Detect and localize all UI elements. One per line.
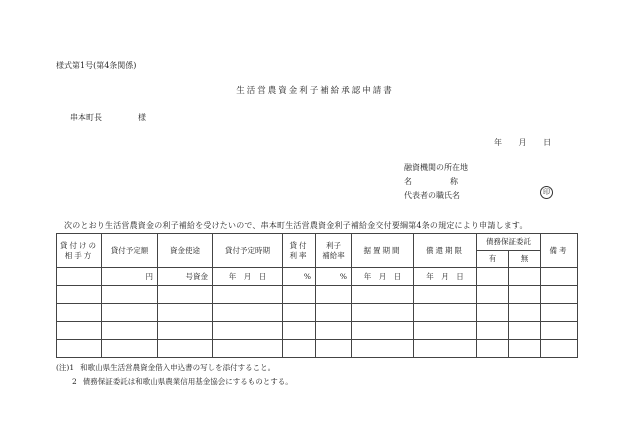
cell-grace-date: 年 月 日 <box>352 268 414 286</box>
cell-borrower <box>57 268 102 286</box>
note-1-text: 和歌山県生活営農資金借入申込書の写しを添付すること。 <box>80 363 276 372</box>
note-1 <box>56 362 275 373</box>
header-guarantee: 債務保証委託 <box>477 234 541 251</box>
addressee-name: 串本町長 <box>70 113 102 122</box>
table-row <box>57 340 578 358</box>
addressee <box>70 112 146 123</box>
cell-repay-date: 年 月 日 <box>414 268 477 286</box>
table-row <box>57 322 578 340</box>
header-loan-amount: 貸付予定額 <box>102 234 158 268</box>
applicant-representative-label: 代表者の職氏名 <box>404 191 460 200</box>
seal-mark: 印 <box>540 186 553 199</box>
cell-percent-1: % <box>283 268 316 286</box>
cell-yen-unit: 円 <box>102 268 158 286</box>
date-year: 年 <box>494 138 502 147</box>
header-purpose: 資金使途 <box>158 234 213 268</box>
honorific: 様 <box>138 113 146 122</box>
header-guarantee-yes: 有 <box>477 251 509 268</box>
cell-loan-date: 年 月 日 <box>213 268 283 286</box>
applicant-location-label: 融資機関の所在地 <box>404 163 468 172</box>
note-1-index: (注)1 <box>56 363 75 372</box>
document-title: 生活営農資金利子補給承認申請書 <box>236 86 394 96</box>
applicant-name-char1: 名 <box>404 177 412 186</box>
form-number: 様式第1号(第4条関係) <box>56 61 137 70</box>
header-loan-rate: 貸付 利率 <box>283 234 316 268</box>
date-day: 日 <box>543 138 552 147</box>
header-row <box>57 234 578 251</box>
note-2-text: 債務保証委託は和歌山県農業信用基金協会にするものとする。 <box>82 377 293 386</box>
table-row <box>57 286 578 304</box>
cell-remarks <box>541 268 578 286</box>
cell-percent-2: % <box>316 268 352 286</box>
header-repayment-deadline: 償還期限 <box>414 234 477 268</box>
intro-text: 次のとおり生活営農資金の利子補給を受けたいので、串本町生活営農資金利子補給金交付要綱第4条の規定により申請します。 <box>64 221 528 230</box>
application-table <box>56 233 578 358</box>
header-borrower: 貸付けの 相手方 <box>57 234 102 268</box>
date-month: 月 <box>518 138 527 147</box>
header-grace-period: 据置期間 <box>352 234 414 268</box>
note-2-index: 2 <box>72 377 77 386</box>
date-line <box>494 137 551 148</box>
header-subsidy-rate: 利子 補給率 <box>316 234 352 268</box>
applicant-name-label <box>404 176 458 187</box>
cell-purpose-unit: 号資金 <box>158 268 213 286</box>
header-loan-date: 貸付予定時期 <box>213 234 283 268</box>
unit-row <box>57 268 578 286</box>
cell-guarantee-no <box>509 268 541 286</box>
table-row <box>57 304 578 322</box>
note-2 <box>56 376 293 387</box>
cell-guarantee-yes <box>477 268 509 286</box>
applicant-name-char2: 称 <box>450 177 458 186</box>
header-guarantee-no: 無 <box>509 251 541 268</box>
header-remarks: 備考 <box>541 234 578 268</box>
